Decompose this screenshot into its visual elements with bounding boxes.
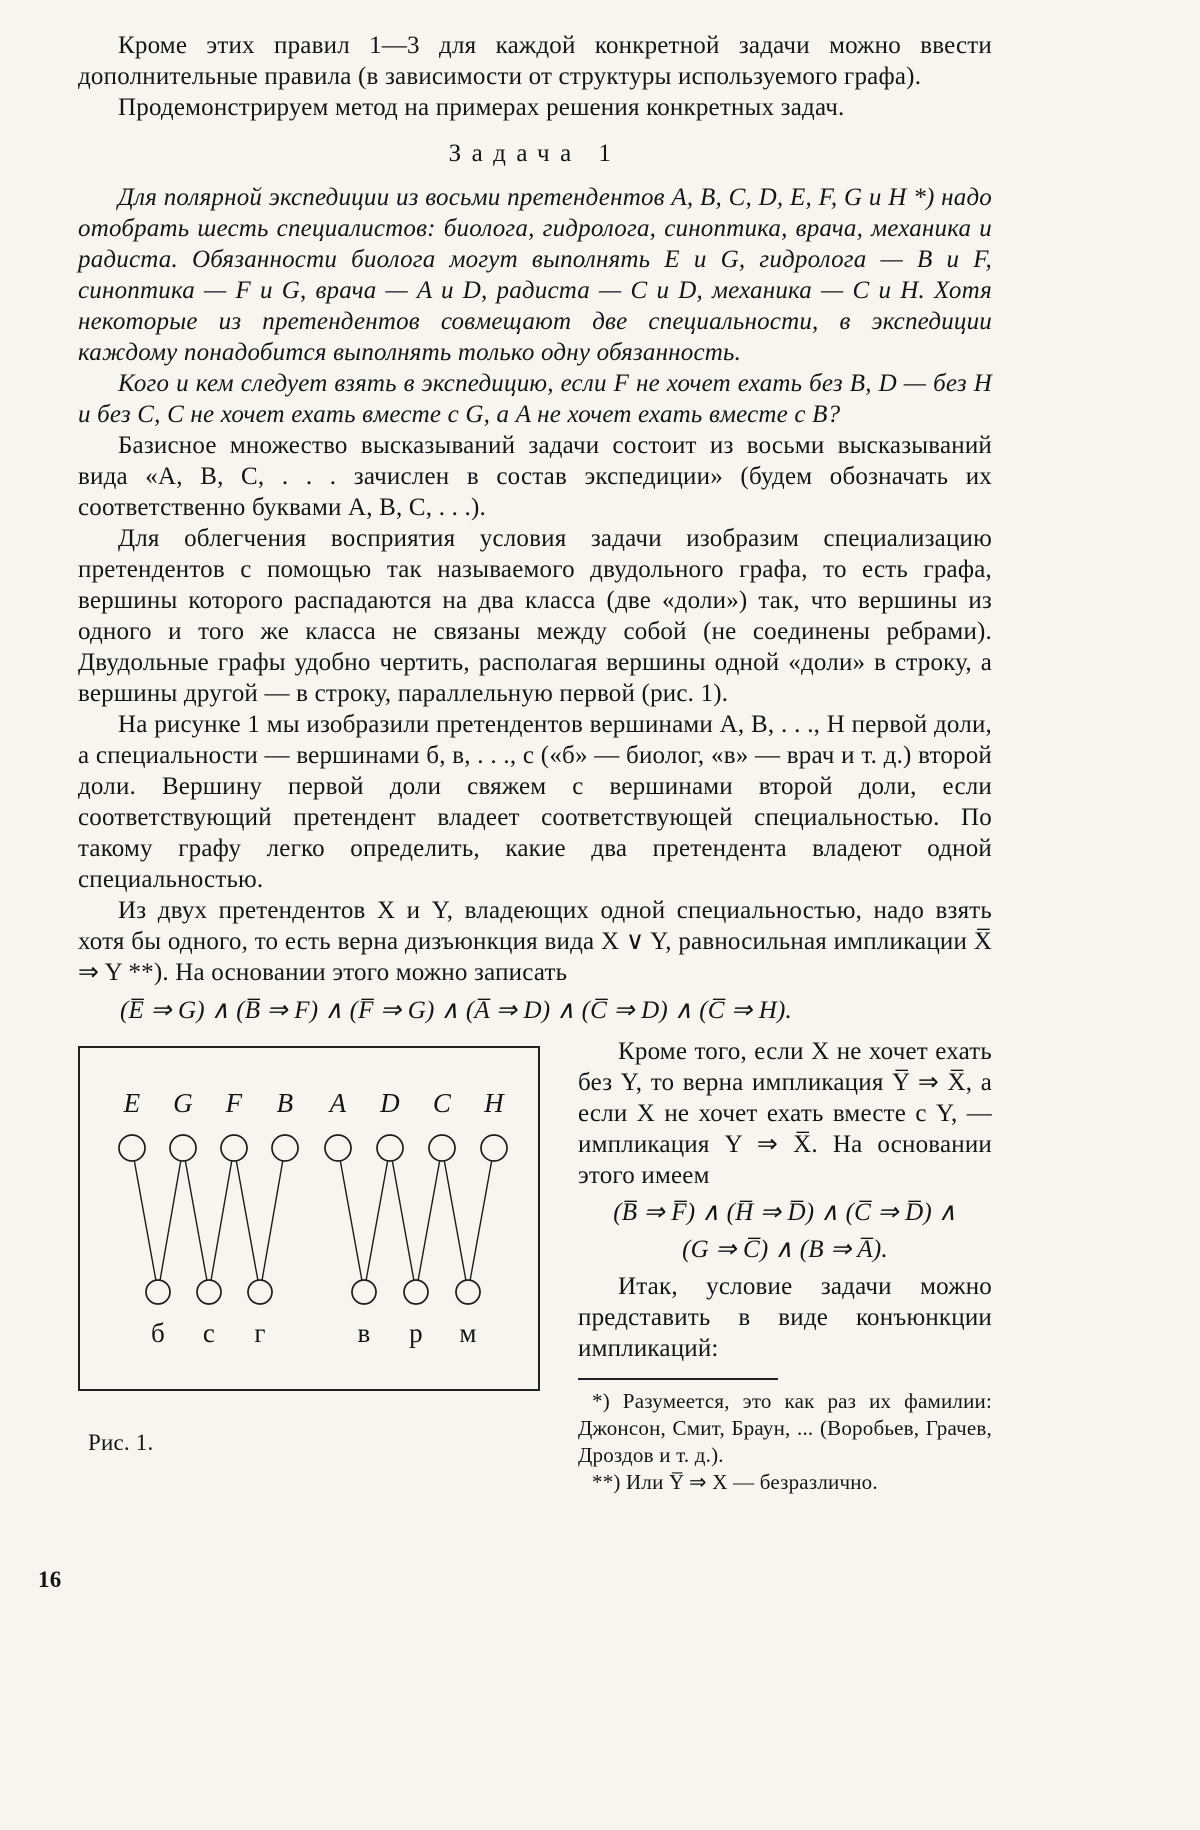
figure-bipartite-graph: [78, 1046, 540, 1391]
graph-label-top: F: [225, 1088, 243, 1118]
graph-label-top: A: [329, 1088, 347, 1118]
paragraph-conjunction: Итак, условие задачи можно представить в виде конъюнкции импликаций:: [578, 1273, 992, 1362]
paragraph-disjunction: Из двух претендентов X и Y, владеющих одной специальностью, надо взять хотя бы одного, то есть верна дизъюнкция вида X ∨ Y, равносильная импликации X̅ ⇒ Y **). На основании этого можно записать: [78, 897, 992, 986]
footnote-1: *) Разумеется, это как раз их фамилии: Джонсон, Смит, Браун, ... (Воробьев, Грачев, Дроздов и т. д.).: [578, 1389, 992, 1467]
graph-node-top: [481, 1135, 507, 1161]
paragraph-problem-statement: Для полярной экспедиции из восьми претендентов A, B, C, D, E, F, G и H *) надо отобрать шесть специалистов: биолога, гидролога, синоптика, врача, механика и радиста. Обязанности биолога могут выполнять E и G, гидролога — B и F, синоптика — F и G, врача — A и D, радиста — C и D, механика — C и H. Хотя некоторые из претендентов совмещают две специальности, в экспедиции каждому понадобится выполнять только одну обязанность.: [78, 184, 992, 366]
graph-label-bottom: г: [254, 1318, 266, 1348]
graph-node-top: [429, 1135, 455, 1161]
graph-node-bottom: [197, 1280, 221, 1304]
graph-label-bottom: с: [202, 1318, 216, 1348]
paragraph-figure-description: На рисунке 1 мы изобразили претендентов вершинами A, B, . . ., H первой доли, а специальности — вершинами б, в, . . ., с («б» — биолог, «в» — врач и т. д.) второй доли. Вершину первой доли свяжем с вершинами второй доли, если соответствующий претендент владеет соответствующей специальностью. По такому графу легко определить, какие два претендента владеют одной специальностью.: [78, 711, 992, 893]
graph-node-bottom: [146, 1280, 170, 1304]
paragraph-demonstrate: Продемонстрируем метод на примерах решения конкретных задач.: [118, 94, 845, 121]
graph-node-top: [377, 1135, 403, 1161]
graph-label-bottom: р: [409, 1318, 423, 1348]
graph-edge: [260, 1148, 285, 1292]
graph-edge: [338, 1148, 364, 1292]
graph-label-top: B: [276, 1088, 294, 1118]
formula-disjunctions: (E̅ ⇒ G) ∧ (B̅ ⇒ F) ∧ (F̅ ⇒ G) ∧ (A̅ ⇒ D) ∧ (C̅ ⇒ D) ∧ (C̅ ⇒ H).: [120, 997, 792, 1024]
bipartite-graph-svg: [80, 1048, 538, 1389]
two-column-region: [78, 1036, 992, 1496]
graph-label-top: G: [173, 1088, 193, 1118]
graph-label-top: C: [432, 1088, 452, 1118]
formula-implications-line2: (G ⇒ C̅) ∧ (B ⇒ A̅).: [682, 1236, 888, 1263]
graph-label-bottom: в: [357, 1318, 371, 1348]
graph-edge: [468, 1148, 494, 1292]
graph-node-bottom: [456, 1280, 480, 1304]
graph-node-bottom: [248, 1280, 272, 1304]
footnote-2: **) Или Y̅ ⇒ X — безразлично.: [592, 1470, 878, 1494]
figure-caption: Рис. 1.: [88, 1430, 154, 1455]
graph-node-top: [221, 1135, 247, 1161]
text-column: [548, 1036, 992, 1496]
graph-label-top: H: [484, 1088, 504, 1118]
page-number: 16: [38, 1567, 62, 1592]
graph-edge: [416, 1148, 442, 1292]
graph-edge: [209, 1148, 234, 1292]
footnote-rule: [578, 1378, 778, 1380]
figure-column: [78, 1036, 548, 1496]
graph-label-top: D: [380, 1088, 400, 1118]
graph-node-bottom: [404, 1280, 428, 1304]
graph-node-top: [119, 1135, 145, 1161]
graph-edge: [234, 1148, 260, 1292]
paragraph-problem-question: Кого и кем следует взять в экспедицию, если F не хочет ехать без B, D — без H и без C, C не хочет ехать вместе с G, а A не хочет ехать вместе с B?: [78, 370, 992, 428]
graph-node-top: [325, 1135, 351, 1161]
graph-edge: [183, 1148, 209, 1292]
graph-label-top: E: [123, 1088, 141, 1118]
graph-node-top: [272, 1135, 298, 1161]
paragraph-basic-set: Базисное множество высказываний задачи состоит из восьми высказываний вида «A, B, C, . . . зачислен в состав экспедиции» (будем обозначать их соответственно буквами A, B, C, . . .).: [78, 432, 992, 521]
graph-edge: [158, 1148, 183, 1292]
paragraph-implications: Кроме того, если X не хочет ехать без Y, то верна импликация Y̅ ⇒ X̅, а если X не хочет ехать вместе с Y, — импликация Y ⇒ X̅. На основании этого имеем: [578, 1038, 992, 1189]
graph-node-top: [170, 1135, 196, 1161]
graph-label-bottom: б: [151, 1318, 165, 1348]
graph-edge: [364, 1148, 390, 1292]
paragraph-bipartite-graph: Для облегчения восприятия условия задачи изобразим специализацию претендентов с помощью так называемого двудольного графа, то есть графа, вершины которого распадаются на два класса (две «доли») так, что вершины из одного и того же класса не связаны между собой (не соединены ребрами). Двудольные графы удобно чертить, располагая вершины одной «доли» в строку, а вершины другой — в строку, параллельную первой (рис. 1).: [78, 525, 992, 707]
graph-node-bottom: [352, 1280, 376, 1304]
paragraph-additional-rules: Кроме этих правил 1—3 для каждой конкретной задачи можно ввести дополнительные правила (в зависимости от структуры используемого графа).: [78, 32, 992, 90]
formula-implications-line1: (B̅ ⇒ F̅) ∧ (H̅ ⇒ D̅) ∧ (C̅ ⇒ D̅) ∧: [613, 1199, 957, 1226]
graph-edge: [442, 1148, 468, 1292]
graph-edge: [132, 1148, 158, 1292]
graph-label-bottom: м: [459, 1318, 477, 1348]
footnotes: [578, 1378, 992, 1496]
task-heading: Задача 1: [448, 140, 622, 167]
graph-edge: [390, 1148, 416, 1292]
